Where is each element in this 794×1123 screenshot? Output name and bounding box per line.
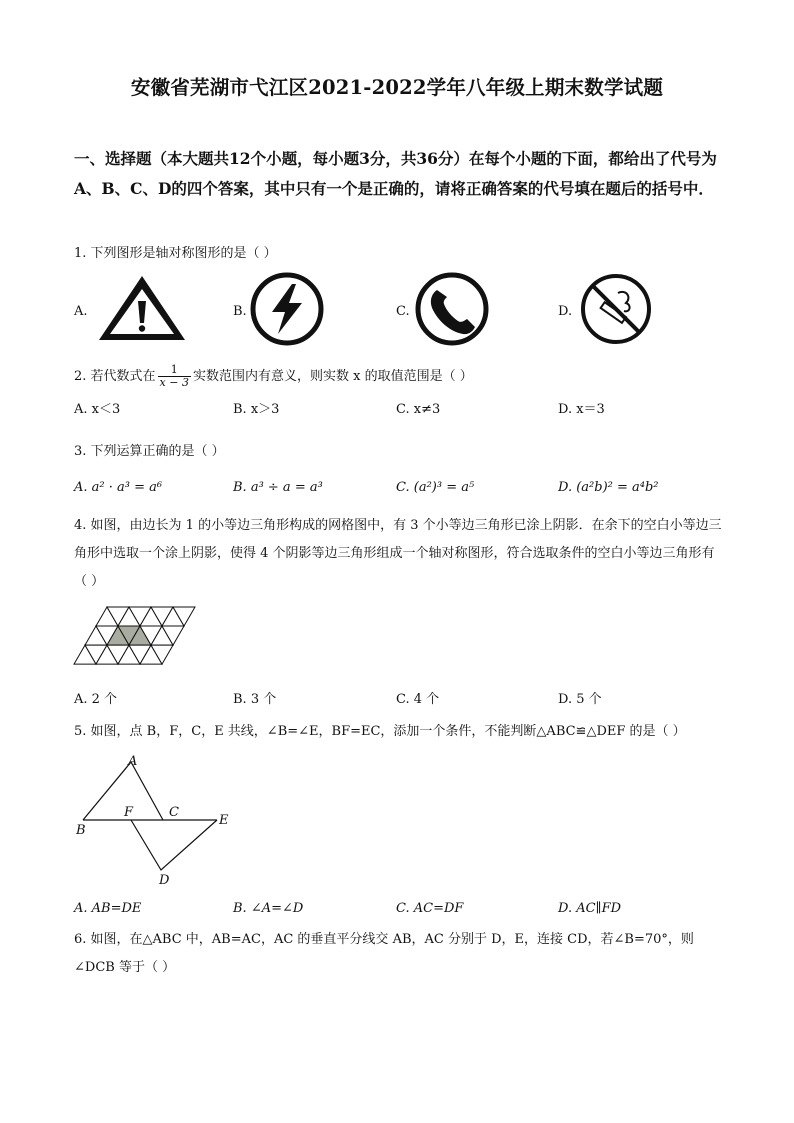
q2-stem-post: 实数范围内有意义，则实数 x 的取值范围是（ ） <box>192 369 473 384</box>
page-title: 安徽省芜湖市弋江区2021-2022学年八年级上期末数学试题 <box>130 76 664 99</box>
point-label-e: E <box>219 813 229 828</box>
q4-option-d: D. 5 个 <box>558 692 602 707</box>
question-6-stem: 6. 如图，在△ABC 中，AB=AC，AC 的垂直平分线交 AB，AC 分别于 D，E，连接 CD，若∠B=70°，则∠DCB 等于（ ） <box>74 932 694 975</box>
q1-label-b: B. <box>233 304 247 319</box>
question-2-stem <box>74 364 473 389</box>
q5-option-c: C. AC=DF <box>396 901 464 916</box>
q5-option-b: B. ∠A=∠D <box>233 901 304 916</box>
question-5-stem: 5. 如图，点 B，F，C，E 共线，∠B=∠E，BF=EC，添加一个条件，不能判断△ABC≌△DEF 的是（ ） <box>74 724 686 739</box>
q1-label-c: C. <box>396 304 410 319</box>
q2-option-b: B. x＞3 <box>233 402 280 417</box>
congruent-triangles-figure <box>70 752 240 892</box>
q2-fraction-denominator: x − 3 <box>159 376 189 389</box>
q5-option-a: A. AB=DE <box>74 901 142 916</box>
q4-option-b: B. 3 个 <box>233 692 277 707</box>
point-label-d: D <box>159 873 170 888</box>
no-smoking-icon <box>580 273 652 345</box>
q4-option-c: C. 4 个 <box>396 692 440 707</box>
telephone-circle-icon <box>415 272 489 346</box>
q2-stem-pre: 2. 若代数式在 <box>74 369 156 384</box>
point-label-b: B <box>76 823 86 838</box>
q3-option-c: C. (a²)³ = a⁵ <box>396 480 475 495</box>
lightning-circle-icon <box>250 272 324 346</box>
q5-option-d: D. AC∥FD <box>558 901 622 916</box>
question-4-stem: 4. 如图，由边长为 1 的小等边三角形构成的网格图中，有 3 个小等边三角形已涂上阴影．在余下的空白小等边三角形中选取一个涂上阴影，使得 4 个阴影等边三角形组成一个轴对称图形，符合选取条件的空白小等边三角形有（ ） <box>74 518 722 589</box>
q2-fraction-numerator: 1 <box>158 364 191 377</box>
q2-fraction <box>158 364 191 389</box>
question-1-stem: 1. 下列图形是轴对称图形的是（ ） <box>74 246 277 261</box>
q1-label-a: A. <box>74 304 88 319</box>
q2-option-d: D. x＝3 <box>558 402 605 417</box>
q4-option-a: A. 2 个 <box>74 692 118 707</box>
section-heading: 一、选择题（本大题共12个小题，每小题3分，共36分）在每个小题的下面，都给出了代号为A、B、C、D的四个答案，其中只有一个是正确的，请将正确答案的代号填在题后的括号中． <box>74 149 717 198</box>
q3-option-d: D. (a²b)² = a⁴b² <box>558 480 659 495</box>
question-3-stem: 3. 下列运算正确的是（ ） <box>74 444 225 459</box>
q2-option-c: C. x≠3 <box>396 402 441 417</box>
q3-option-b: B. a³ ÷ a = a³ <box>233 480 323 495</box>
q2-option-a: A. x＜3 <box>74 402 121 417</box>
point-label-a: A <box>128 754 138 769</box>
point-label-f: F <box>124 805 134 820</box>
q1-label-d: D. <box>558 304 573 319</box>
point-label-c: C <box>169 805 179 820</box>
triangle-grid-figure <box>72 605 222 680</box>
warning-triangle-icon <box>96 273 188 343</box>
q3-option-a: A. a² · a³ = a⁶ <box>74 480 163 495</box>
